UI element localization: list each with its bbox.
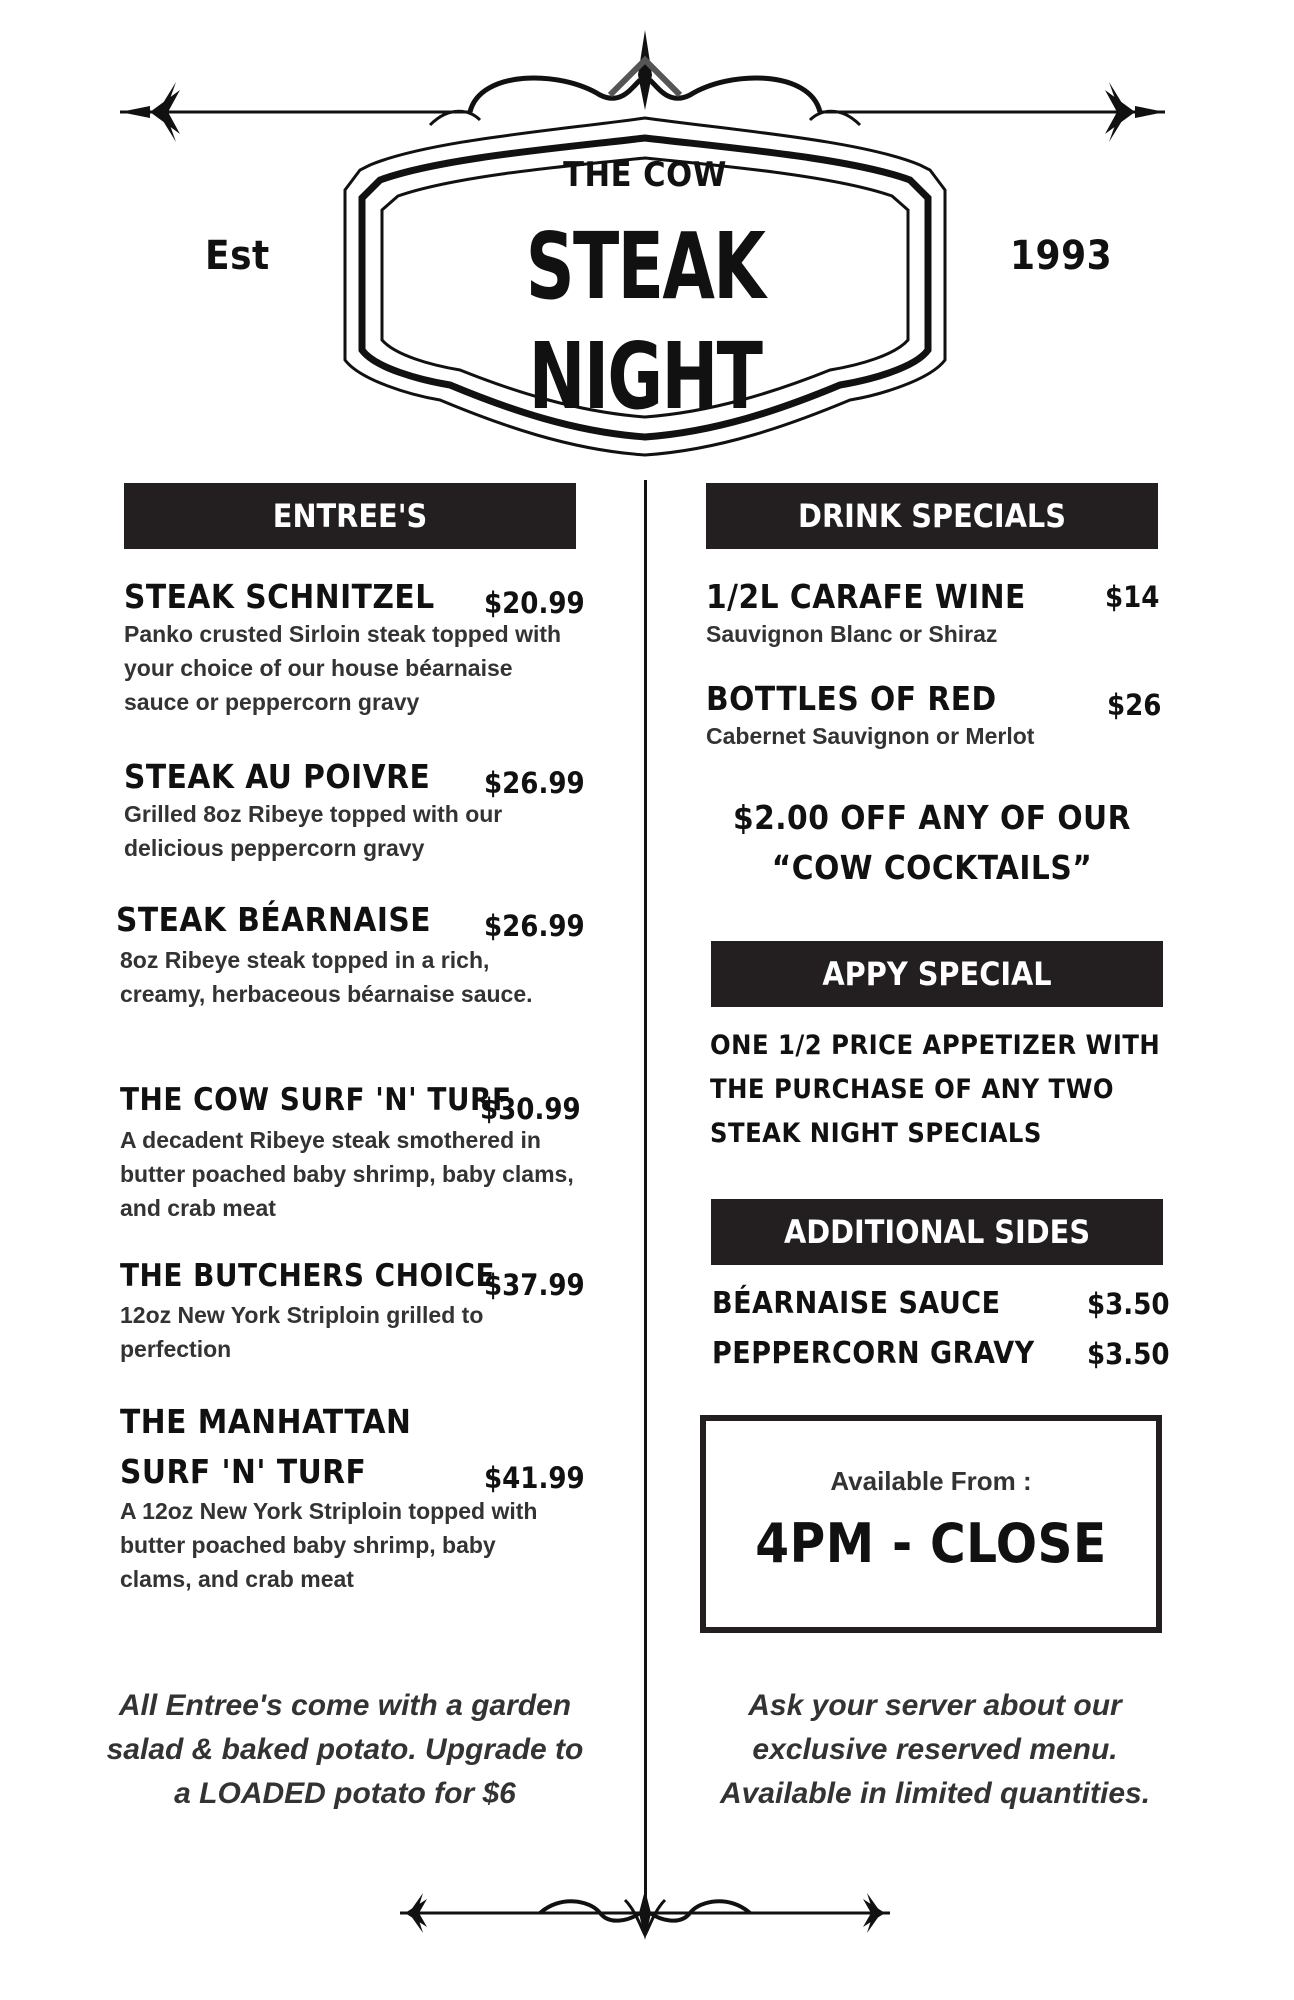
entree-price: $26.99 (484, 909, 585, 943)
availability-hours: 4PM - CLOSE (755, 1512, 1107, 1575)
side-name: BÉARNAISE SAUCE (712, 1286, 1001, 1321)
entree-price: $30.99 (480, 1092, 581, 1126)
entree-price: $41.99 (484, 1461, 585, 1495)
reserved-menu-note: Ask your server about our exclusive reserved menu. Available in limited quantities. (719, 1689, 1151, 1810)
entree-desc: Panko crusted Sirloin steak topped with your choice of our house béarnaise sauce or peppercorn gravy (124, 621, 562, 715)
drink-desc: Cabernet Sauvignon or Merlot (706, 723, 1035, 749)
entree-name-line1: THE MANHATTAN (120, 1402, 412, 1441)
side-price: $3.50 (1087, 1287, 1170, 1321)
drink-price: $14 (1105, 580, 1160, 614)
entree-name: STEAK AU POIVRE (124, 757, 431, 796)
drink-price: $26 (1107, 688, 1162, 722)
entrees-footnote: All Entree's come with a garden salad & baked potato. Upgrade to a LOADED potato for $6 (106, 1689, 584, 1810)
est-year: 1993 (1010, 233, 1113, 279)
availability-label: Available From : (830, 1466, 1032, 1496)
footer-ornament (0, 1880, 1294, 1960)
cocktail-promo-line2: “COW COCKTAILS” (771, 848, 1093, 887)
availability-box (700, 1415, 1162, 1633)
entree-name: STEAK BÉARNAISE (116, 900, 432, 939)
entree-desc: 12oz New York Striploin grilled to perfection (120, 1302, 484, 1362)
entree-price: $26.99 (484, 766, 585, 800)
drink-name: BOTTLES OF RED (706, 679, 997, 718)
entree-name: THE COW SURF 'N' TURF (120, 1082, 512, 1118)
entrees-heading: ENTREE'S (124, 483, 576, 549)
entree-desc: A 12oz New York Striploin topped with butter poached baby shrimp, baby clams, and crab meat (120, 1498, 538, 1592)
header-small-title: THE COW (563, 155, 727, 195)
appy-text: ONE 1/2 PRICE APPETIZER WITH THE PURCHASE OF ANY TWO STEAK NIGHT SPECIALS (710, 1030, 1161, 1149)
cocktail-promo-line1: $2.00 OFF ANY OF OUR (732, 798, 1132, 837)
entree-desc: Grilled 8oz Ribeye topped with our delicious peppercorn gravy (124, 801, 503, 861)
drinks-heading: DRINK SPECIALS (706, 483, 1158, 549)
entree-desc: 8oz Ribeye steak topped in a rich, creamy, herbaceous béarnaise sauce. (120, 947, 533, 1007)
entree-price: $37.99 (484, 1268, 585, 1302)
header-main-title: STEAK NIGHT (525, 213, 765, 430)
entree-name-line2: SURF 'N' TURF (120, 1452, 367, 1491)
side-price: $3.50 (1087, 1337, 1170, 1371)
sides-heading: ADDITIONAL SIDES (711, 1199, 1163, 1265)
column-divider (644, 480, 647, 1910)
entree-price: $20.99 (484, 586, 585, 620)
est-label: Est (205, 233, 270, 279)
appy-heading: APPY SPECIAL (711, 941, 1163, 1007)
drink-desc: Sauvignon Blanc or Shiraz (706, 621, 998, 647)
entree-name: THE BUTCHERS CHOICE (120, 1258, 496, 1294)
entree-name: STEAK SCHNITZEL (124, 577, 435, 616)
side-name: PEPPERCORN GRAVY (712, 1336, 1035, 1371)
drink-name: 1/2L CARAFE WINE (706, 577, 1026, 616)
entree-desc: A decadent Ribeye steak smothered in butter poached baby shrimp, baby clams, and crab meat (120, 1127, 574, 1221)
